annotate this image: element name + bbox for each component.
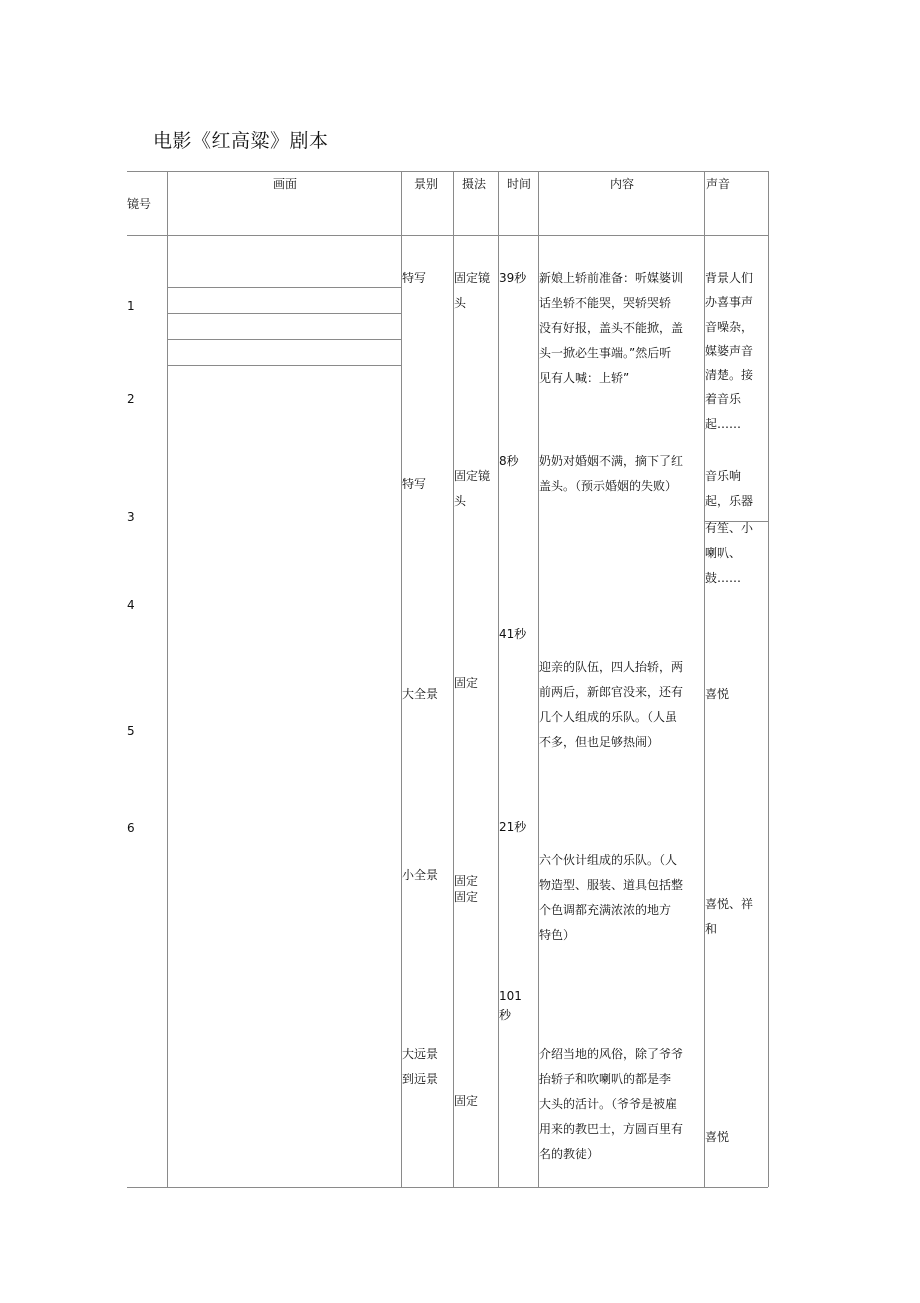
picture-cell-divider bbox=[167, 365, 401, 366]
content-line: 物造型、服装、道具包括整 bbox=[539, 878, 684, 892]
scene-line: 大远景 bbox=[402, 1047, 439, 1061]
camera-line: 固定镜 bbox=[454, 271, 491, 285]
content-cell bbox=[539, 266, 683, 391]
sound-cell: 喜悦 bbox=[705, 687, 730, 701]
header-shot-no: 镜号 bbox=[127, 197, 152, 211]
header-content: 内容 bbox=[610, 177, 635, 191]
time-line: 101 bbox=[499, 989, 522, 1003]
sound-line: 媒婆声音 bbox=[705, 343, 754, 358]
sound-line: 有笙、小 bbox=[705, 521, 754, 535]
content-line: 个色调都充满浓浓的地方 bbox=[539, 903, 672, 917]
time-cell: 41秒 bbox=[499, 627, 527, 641]
picture-cell-divider bbox=[167, 339, 401, 340]
camera-line: 固定 bbox=[454, 874, 479, 888]
time-cell: 21秒 bbox=[499, 820, 527, 834]
sound-cell bbox=[705, 516, 753, 591]
content-line: 名的教徒） bbox=[539, 1147, 600, 1161]
content-cell bbox=[539, 449, 683, 499]
sound-line: 音乐响 bbox=[705, 469, 742, 483]
shot-number: 1 bbox=[127, 299, 135, 313]
camera-line: 头 bbox=[454, 494, 467, 508]
header-bottom-border bbox=[127, 235, 768, 236]
scene-cell: 小全景 bbox=[402, 868, 439, 882]
content-line: 没有好报，盖头不能掀，盖 bbox=[539, 321, 684, 335]
sound-cell bbox=[705, 892, 753, 942]
sound-line: 鼓…… bbox=[705, 571, 742, 585]
sound-line: 背景人们 bbox=[705, 271, 754, 285]
sound-cell: 喜悦 bbox=[705, 1130, 730, 1144]
header-scene: 景别 bbox=[414, 177, 439, 191]
shot-number: 6 bbox=[127, 821, 135, 835]
column-divider bbox=[401, 171, 402, 1187]
header-sound: 声音 bbox=[706, 177, 731, 191]
sound-line: 办喜事声 bbox=[705, 295, 754, 310]
content-cell bbox=[539, 1042, 683, 1167]
picture-cell-divider bbox=[167, 287, 401, 288]
camera-line: 头 bbox=[454, 296, 467, 310]
time-line: 秒 bbox=[499, 1008, 512, 1022]
camera-cell bbox=[454, 873, 478, 905]
picture-cell-divider bbox=[167, 313, 401, 314]
time-cell: 8秒 bbox=[499, 454, 519, 468]
scene-line: 到远景 bbox=[402, 1072, 439, 1086]
sound-cell bbox=[705, 266, 753, 436]
sound-cell bbox=[705, 464, 753, 514]
content-line: 话坐轿不能哭，哭轿哭轿 bbox=[539, 296, 672, 310]
scene-cell bbox=[402, 1042, 438, 1092]
content-line: 新娘上轿前准备：听媒婆训 bbox=[539, 271, 684, 285]
sound-line: 着音乐 bbox=[705, 392, 742, 407]
content-cell bbox=[539, 655, 683, 755]
content-line: 头一掀必生事端。”然后听 bbox=[539, 346, 672, 360]
page-title: 电影《红高粱》剧本 bbox=[153, 130, 329, 152]
shot-number: 2 bbox=[127, 392, 135, 406]
camera-cell bbox=[454, 266, 490, 316]
camera-line: 固定 bbox=[454, 890, 479, 904]
scene-cell: 特写 bbox=[402, 477, 427, 491]
content-line: 介绍当地的风俗，除了爷爷 bbox=[539, 1047, 684, 1061]
table-right-border bbox=[768, 171, 769, 1187]
content-line: 六个伙计组成的乐队。（人 bbox=[539, 853, 678, 867]
content-line: 不多，但也足够热闹） bbox=[539, 735, 660, 749]
table-bottom-border bbox=[127, 1187, 768, 1188]
header-camera: 摄法 bbox=[462, 177, 487, 191]
content-line: 盖头。（预示婚姻的失败） bbox=[539, 479, 678, 493]
table-top-border bbox=[127, 171, 768, 172]
scene-cell: 特写 bbox=[402, 271, 427, 285]
content-line: 抬轿子和吹喇叭的都是李 bbox=[539, 1072, 672, 1086]
content-line: 见有人喊：上轿” bbox=[539, 371, 630, 385]
column-divider bbox=[167, 171, 168, 1187]
column-divider bbox=[498, 171, 499, 1187]
time-cell bbox=[499, 987, 522, 1025]
content-line: 大头的活计。（爷爷是被雇 bbox=[539, 1097, 678, 1111]
sound-line: 喇叭、 bbox=[705, 546, 742, 560]
sound-line: 喜悦、祥 bbox=[705, 897, 754, 911]
content-line: 迎亲的队伍，四人抬轿，两 bbox=[539, 660, 684, 674]
time-cell: 39秒 bbox=[499, 271, 527, 285]
header-picture: 画面 bbox=[273, 177, 298, 191]
shot-number: 3 bbox=[127, 510, 135, 524]
content-line: 特色） bbox=[539, 928, 576, 942]
camera-cell: 固定 bbox=[454, 676, 479, 690]
sound-line: 起，乐器 bbox=[705, 494, 754, 508]
header-time: 时间 bbox=[507, 177, 532, 191]
shot-number: 5 bbox=[127, 724, 135, 738]
camera-cell bbox=[454, 464, 490, 514]
content-line: 几个人组成的乐队。（人虽 bbox=[539, 710, 678, 724]
sound-line: 和 bbox=[705, 922, 718, 936]
shot-number: 4 bbox=[127, 598, 135, 612]
content-line: 奶奶对婚姻不满，摘下了红 bbox=[539, 454, 684, 468]
camera-line: 固定镜 bbox=[454, 469, 491, 483]
content-line: 前两后，新郎官没来，还有 bbox=[539, 685, 684, 699]
sound-line: 起…… bbox=[705, 416, 742, 431]
scene-cell: 大全景 bbox=[402, 687, 439, 701]
camera-cell: 固定 bbox=[454, 1094, 479, 1108]
sound-line: 清楚。接 bbox=[705, 368, 754, 383]
sound-line: 音噪杂， bbox=[705, 319, 754, 334]
content-cell bbox=[539, 848, 683, 948]
content-line: 用来的教巴士，方圆百里有 bbox=[539, 1122, 684, 1136]
